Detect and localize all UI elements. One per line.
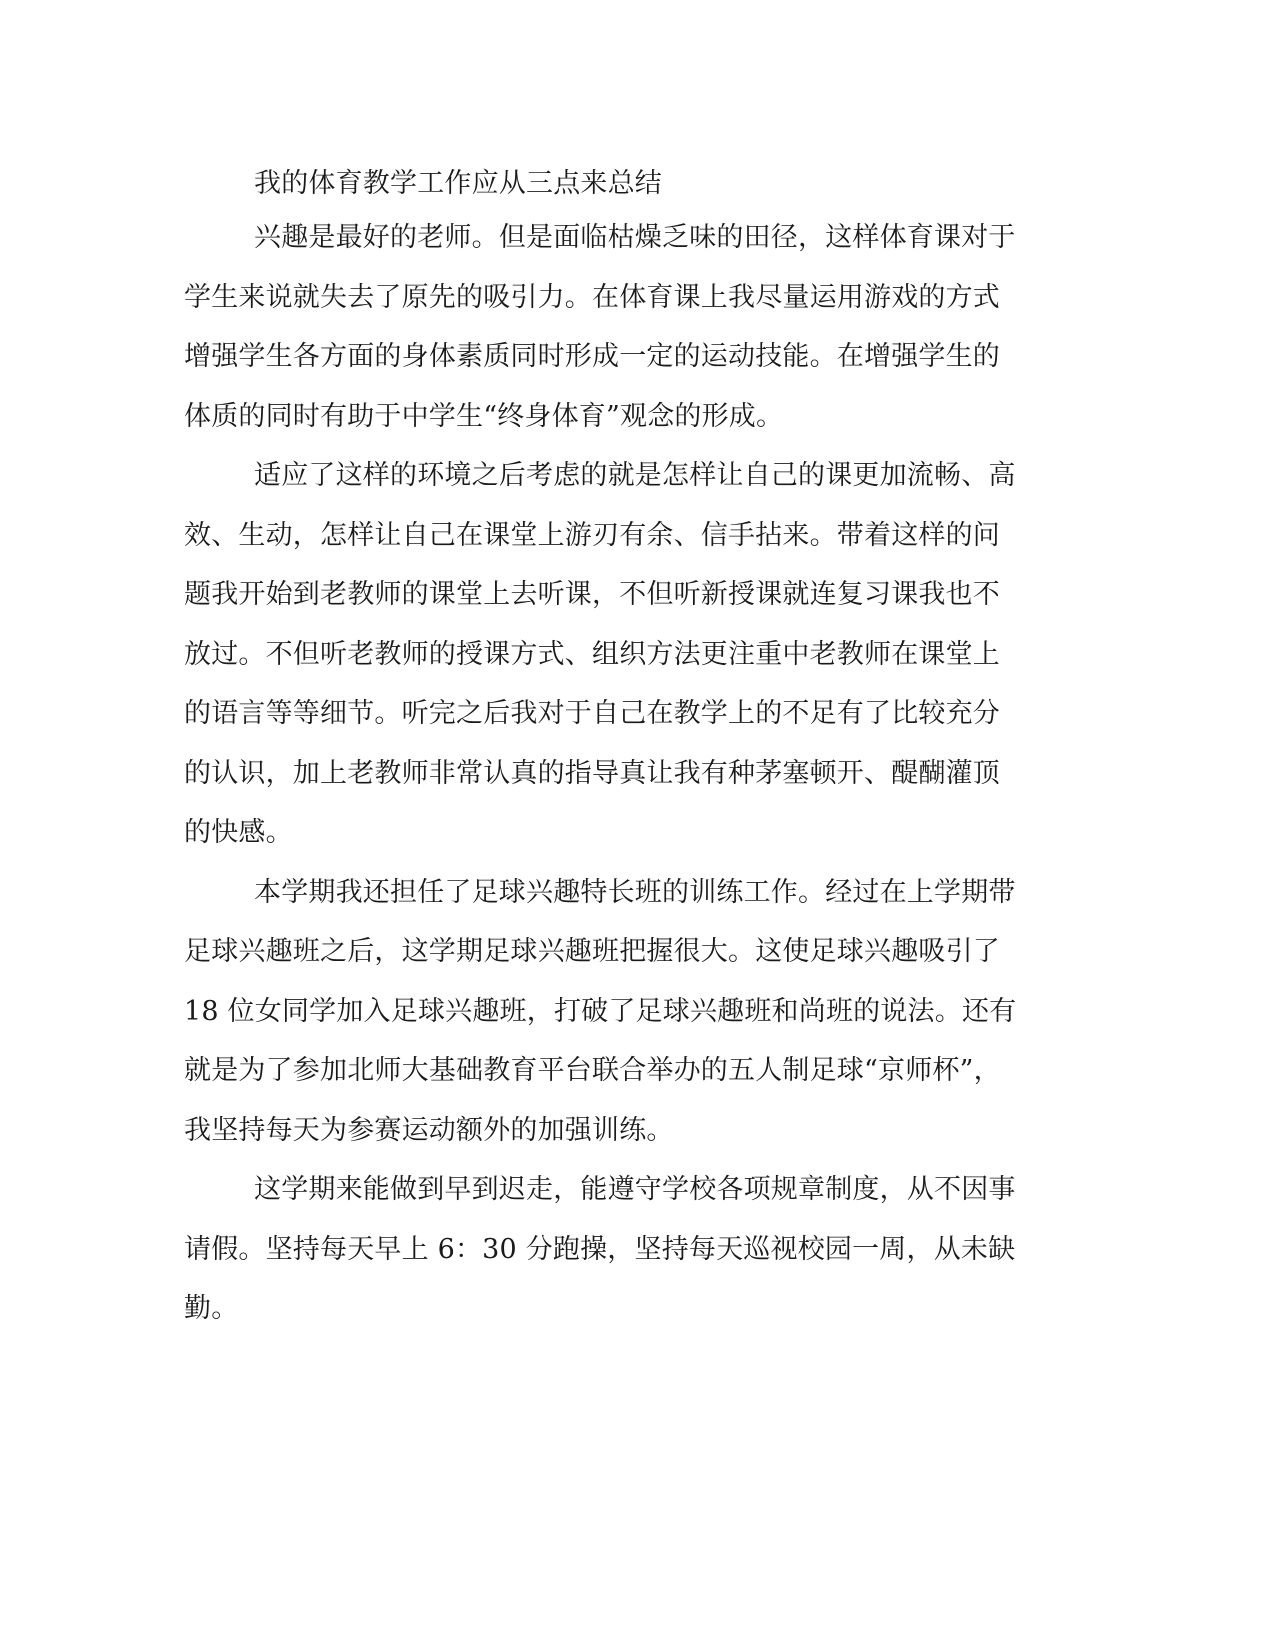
- paragraph-line: 兴趣是最好的老师。但是面临枯燥乏味的田径，这样体育课对于: [254, 222, 1016, 253]
- paragraph-line: 效、生动，怎样让自己在课堂上游刃有余、信手拈来。带着这样的问: [184, 519, 1000, 551]
- paragraph-line: 这学期来能做到早到迟走，能遵守学校各项规章制度，从不因事: [254, 1174, 1016, 1205]
- paragraph-line: 请假。坚持每天早上 6：30 分跑操，坚持每天巡视校园一周，从未缺: [184, 1233, 1016, 1265]
- paragraph-line: 就是为了参加北师大基础教育平台联合举办的五人制足球“京师杯”，: [184, 1055, 1001, 1086]
- paragraph-line: 本学期我还担任了足球兴趣特长班的训练工作。经过在上学期带: [254, 876, 1016, 908]
- document-title: 我的体育教学工作应从三点来总结: [254, 168, 662, 199]
- paragraph-line: 放过。不但听老教师的授课方式、组织方法更注重中老教师在课堂上: [184, 638, 1000, 670]
- paragraph-line: 的认识，加上老教师非常认真的指导真让我有种茅塞顿开、醍醐灌顶: [184, 757, 1000, 789]
- paragraph-line: 我坚持每天为参赛运动额外的加强训练。: [184, 1114, 674, 1146]
- paragraph-line: 的语言等等细节。听完之后我对于自己在教学上的不足有了比较充分: [184, 698, 1000, 729]
- paragraph-line: 18 位女同学加入足球兴趣班，打破了足球兴趣班和尚班的说法。还有: [184, 995, 1017, 1027]
- paragraph-line: 的快感。: [184, 817, 293, 848]
- paragraph-line: 足球兴趣班之后，这学期足球兴趣班把握很大。这使足球兴趣吸引了: [184, 936, 1000, 967]
- paragraph-line: 适应了这样的环境之后考虑的就是怎样让自己的课更加流畅、高: [254, 460, 1016, 491]
- paragraph-line: 勤。: [184, 1293, 239, 1324]
- paragraph-line: 增强学生各方面的身体素质同时形成一定的运动技能。在增强学生的: [184, 341, 1000, 372]
- paragraph-line: 体质的同时有助于中学生“终身体育”观念的形成。: [184, 400, 784, 432]
- paragraph-line: 学生来说就失去了原先的吸引力。在体育课上我尽量运用游戏的方式: [184, 281, 1000, 313]
- document-body: [184, 160, 1032, 1339]
- paragraph-line: 题我开始到老教师的课堂上去听课，不但听新授课就连复习课我也不: [184, 579, 1000, 610]
